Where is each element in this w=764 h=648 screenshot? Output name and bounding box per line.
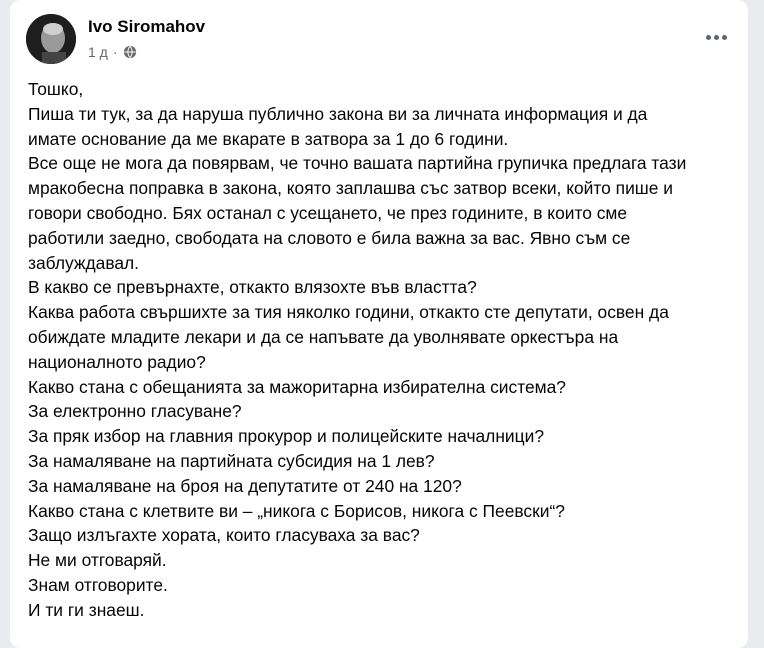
globe-icon [123,45,137,59]
author-avatar[interactable] [26,14,76,64]
post-line: Все още не мога да повярвам, че точно вашата партийна групичка предлага тази [28,153,687,174]
post-line: Защо излъгахте хората, които гласуваха за вас? [28,525,420,546]
post-line: Тошко, [28,79,84,99]
post-line: В какво се превърнахте, откакто влязохте във властта? [28,277,477,298]
post-text [28,77,748,623]
post-line: За намаляване на броя на депутатите от 240 на 120? [28,475,462,496]
post-line: И ти ги знаеш. [28,599,145,620]
post-line: Какво стана с обещанията за мажоритарна избирателна система? [28,376,566,397]
post-line: обиждате младите лекари и да се напъвате да уволнявате оркестъра на [28,326,619,347]
post-line: Не ми отговаряй. [28,550,167,571]
more-dot [714,35,719,40]
more-dot [722,35,727,40]
post-line: Какво стана с клетвите ви – „никога с Борисов, никога с Пеевски“? [28,500,565,521]
post-line: За електронно гласуване? [28,401,242,422]
post-line: За намаляване на партийната субсидия на 1 лев? [28,450,435,471]
post-line: Пиша ти тук, за да наруша публично закона ви за личната информация и да [28,103,648,124]
more-dot [706,35,711,40]
post-line: За пряк избор на главния прокурор и полицейските началници? [28,426,544,447]
avatar-photo [26,14,76,64]
meta-separator: · [112,44,118,60]
post-card [10,0,748,648]
post-line: националното радио? [28,351,206,372]
post-line: говори свободно. Бях останал с усещането, че през годините, в които сме [28,202,628,223]
post-meta [88,44,137,60]
post-line: Каква работа свършихте за тия няколко години, откакто сте депутати, освен да [28,302,669,323]
post-timestamp[interactable]: 1 д [88,44,108,60]
post-line: имате основание да ме вкарате в затвора за 1 до 6 години. [28,128,509,149]
more-options-button[interactable] [698,22,734,52]
post-line: Знам отговорите. [28,574,168,595]
post-line: заблуждавал. [28,252,140,273]
author-name[interactable]: Ivo Siromahov [88,17,206,36]
post-line: мракобесна поправка в закона, която заплашва със затвор всеки, който пише и [28,178,673,199]
post-line: работили заедно, свободата на словото е била важна за вас. Явно съм се [28,227,631,248]
